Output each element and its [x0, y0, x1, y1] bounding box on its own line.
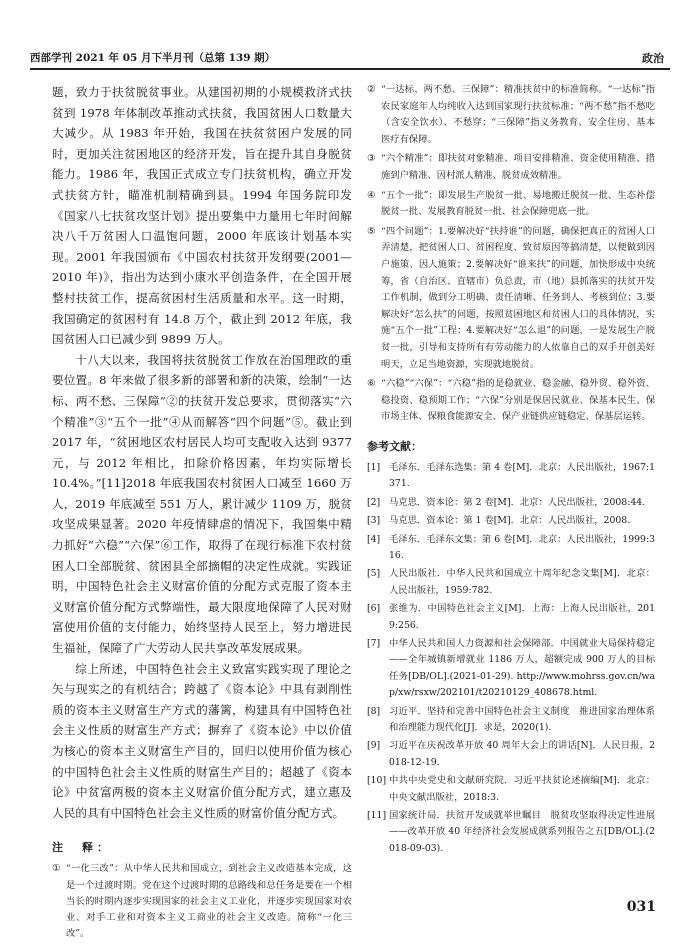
footnote-mark: ② — [367, 84, 376, 95]
footnote-text: “一化三改”：从中华人民共和国成立，到社会主义改造基本完成，这是一个过渡时期。党在这个过渡时期的总路线和总任务是要在一个相当长的时期内逐步实现国家的社会主义工业化，并逐步实现国家对农业、对手工业和对资本主义工商业的社会主义改造。简称“一化三改”。 — [66, 863, 352, 940]
reference-item — [367, 773, 655, 806]
reference-number: [2] — [367, 496, 381, 508]
reference-number: [1] — [367, 461, 381, 473]
body-paragraph-3: 综上所述，中国特色社会主义致富实践实现了理论之矢与现实之的有机结合；跨越了《资本论》中具有剥削性质的资本主义财富生产方式的藩篱，构建具有中国特色社会主义性质的财富生产方式；摒弃了《资本论》中以价值为核心的资本主义财富生产目的，回归以使用价值为核心的中国特色社会主义性质的财富生产目的；超越了《资本论》中贫富两极的资本主义财富价值分配方式，建立惠及人民的具有中国特色社会主义性质的财富价值分配方式。 — [52, 661, 352, 820]
page-header — [30, 48, 670, 68]
reference-text: 马克思．资本论：第 1 卷[M]．北京：人民出版社，2008. — [389, 515, 631, 527]
journal-title: 西部学刊 2021 年 05 月下半月刊（总第 139 期） — [30, 52, 276, 64]
reference-item — [367, 532, 655, 565]
reference-text: 马克思．资本论：第 2 卷[M]．北京：人民出版社，2008:44. — [389, 496, 646, 508]
reference-item — [367, 636, 655, 702]
footnote-mark: ③ — [367, 153, 376, 165]
footnote-text: “一达标、两不愁、三保障”：精准扶贫中的标准简称。“一达标”指农民家庭年人均纯收入达到国家现行扶贫标准；“两不愁”指不愁吃（含安全饮水）、不愁穿；“三保障”指义务教育、安全住房、基本医疗有保障。 — [381, 84, 655, 145]
reference-item — [367, 704, 655, 737]
footnote-mark: ⑥ — [367, 378, 376, 390]
footnote-mark: ① — [52, 863, 61, 875]
reference-item — [367, 566, 655, 599]
reference-text: 人民出版社．中华人民共和国成立十周年纪念文集[M]．北京：人民出版社，1959:782. — [389, 568, 655, 596]
reference-number: [8] — [367, 705, 381, 717]
reference-item — [367, 738, 655, 771]
footnote-mark: ④ — [367, 189, 376, 201]
footnote-1 — [52, 861, 352, 942]
reference-text: 张维为．中国特色社会主义[M]．上海：上海人民出版社，2019:256. — [389, 603, 655, 631]
footnote-3 — [367, 151, 655, 184]
reference-text: 中华人民共和国人力资源和社会保障部．中国就业大局保持稳定——全年城镇新增就业 1186 万人，超额完成 900 万人的目标任务[DB/OL].(2021-01-29). http://www.mohrss.gov.cn/wap/xw/rsxw/202101/t20210129_408678.html. — [389, 637, 655, 699]
reference-text: 习近平．坚持和完善中国特色社会主义制度 推进国家治理体系和治理能力现代化[J]．求是，2020(1). — [389, 705, 655, 733]
reference-text: 中共中央党史和文献研究院．习近平扶贫论述摘编[M]．北京：中央文献出版社，2018:3. — [389, 775, 655, 803]
reference-item — [367, 495, 655, 511]
reference-number: [7] — [367, 637, 381, 649]
reference-text: 习近平在庆祝改革开放 40 周年大会上的讲话[N]．人民日报，2018-12-19. — [389, 740, 655, 768]
reference-text: 国家统计局．扶贫开发成就举世瞩目 脱贫攻坚取得决定性进展——改革开放 40 年经济社会发展成就系列报告之五[DB/OL].(2018-09-03). — [389, 810, 655, 854]
footnote-text: “六个精准”：即扶贫对象精准、项目安排精准、资金使用精准、措施到户精准、因村派人精准、脱贫成效精准。 — [381, 153, 655, 181]
reference-number: [10] — [367, 775, 387, 787]
reference-number: [11] — [367, 810, 387, 821]
reference-number: [5] — [367, 568, 381, 580]
left-column — [52, 82, 352, 947]
section-label: 政治 — [642, 52, 664, 65]
footnote-5 — [367, 224, 655, 373]
reference-number: [4] — [367, 533, 381, 545]
reference-text: 毛泽东．毛泽东选集：第 4 卷[M]．北京：人民出版社，1967:1371. — [389, 461, 655, 490]
right-column — [367, 82, 655, 859]
body-paragraph-1: 题，致力于扶贫脱贫事业。从建国初期的小规模救济式扶贫到 1978 年体制改革推动式扶贫，我国贫困人口数量大大减少。从 1983 年开始，我国在扶贫贫困户发展的同时，更加关注贫困地区的经济开发，旨在提升其自身脱贫能力。1986 年，我国正式成立专门扶贫机构，确立开发式扶贫方针，瞄准机制精确到县。1994 年国务院印发《国家八七扶贫攻坚计划》提出要集中力量用七年时间解决八千万贫困人口温饱问题，2000 年底该计划基本实现。2001 年我国颁布《中国农村扶贫开发纲要(2001—2010 年)》，指出为达到小康水平创造条件，在全国开展整村扶贫工作，提高贫困村生活质量和水平。这一时期，我国确定的贫困村有 14.8 万个，截止到 2012 年底，我国贫困人口已减少到 9899 万人。 — [52, 85, 352, 347]
reference-item — [367, 460, 655, 493]
footnote-mark: ⑤ — [367, 225, 376, 237]
reference-number: [6] — [367, 603, 381, 615]
reference-number: [9] — [367, 740, 381, 752]
footnote-text: “五个一批”：即发展生产脱贫一批、易地搬迁脱贫一批、生态补偿脱贫一批、发展教育脱贫一批、社会保障兜底一批。 — [381, 189, 655, 218]
notes-heading: 注 释： — [52, 841, 112, 855]
footnote-2 — [367, 82, 655, 148]
page-number: 031 — [626, 899, 656, 915]
footnote-6 — [367, 376, 655, 426]
reference-item — [367, 601, 655, 634]
reference-item — [367, 513, 655, 529]
footnote-4 — [367, 188, 655, 221]
reference-text: 毛泽东．毛泽东文集：第 6 卷[M]．北京：人民出版社，1999:316. — [389, 533, 655, 561]
body-paragraph-2: 十八大以来，我国将扶贫脱贫工作放在治国理政的重要位置。8 年来做了很多新的部署和新的决策，绘制“一达标、两不愁、三保障”②的扶贫开发总要求，贯彻落实“六个精准”③“五个一批”④从而解答“四个问题”⑤。截止到 2017 年，“贫困地区农村居民人均可支配收入达到 9377 元，与 2012 年相比，扣除价格因素，年均实际增长 10.4%。”[11]2018 年底我国农村贫困人口减至 1660 万人，2019 年底减至 551 万人，累计减少 1109 万，脱贫攻坚成果显著。2020 年疫情肆虐的情况下，我国集中精力抓好“六稳”“六保”⑥工作，取得了在现行标准下农村贫困人口全部脱贫、贫困县全部摘帽的决定性成就。实践证明，中国特色社会主义财富价值的分配方式克服了资本主义财富价值分配方式弊端性，最大限度地保障了人民对财富使用价值的支付能力，始终坚持人民至上，努力增进民生福祉，保障了广大劳动人民共享改革发展成果。 — [52, 352, 352, 656]
reference-item — [367, 808, 655, 857]
footnote-text: “六稳”“六保”：“六稳”指的是稳就业、稳金融、稳外贸、稳外资、稳投资、稳预期工作；“六保”分别是保居民就业、保基本民生、保市场主体、保粮食能源安全、保产业链供应链稳定、保基层运转。 — [381, 378, 655, 423]
reference-number: [3] — [367, 515, 381, 527]
references-heading: 参考文献： — [367, 439, 422, 453]
header-rule — [30, 68, 670, 70]
footnote-text: “四个问题”：1.要解决好“扶持谁”的问题，确保把真正的贫困人口弄清楚，把贫困人口、贫困程度、致贫原因等搞清楚，以便做到因户施策、因人施策；2.要解决好“谁来扶”的问题，加快形成中央统筹，省（自治区、直辖市）负总责，市（地）县抓落实的扶贫开发工作机制，做到分工明确、责任清晰、任务到人、考核到位；3.要解决好“怎么扶”的问题，按照贫困地区和贫困人口的具体情况，实施“五个一批”工程；4.要解决好“怎么退”的问题，一是发展生产脱贫一批，引导和支持所有有劳动能力的人依靠自己的双手开创美好明天，立足当地资源，实现就地脱贫。 — [381, 225, 655, 370]
